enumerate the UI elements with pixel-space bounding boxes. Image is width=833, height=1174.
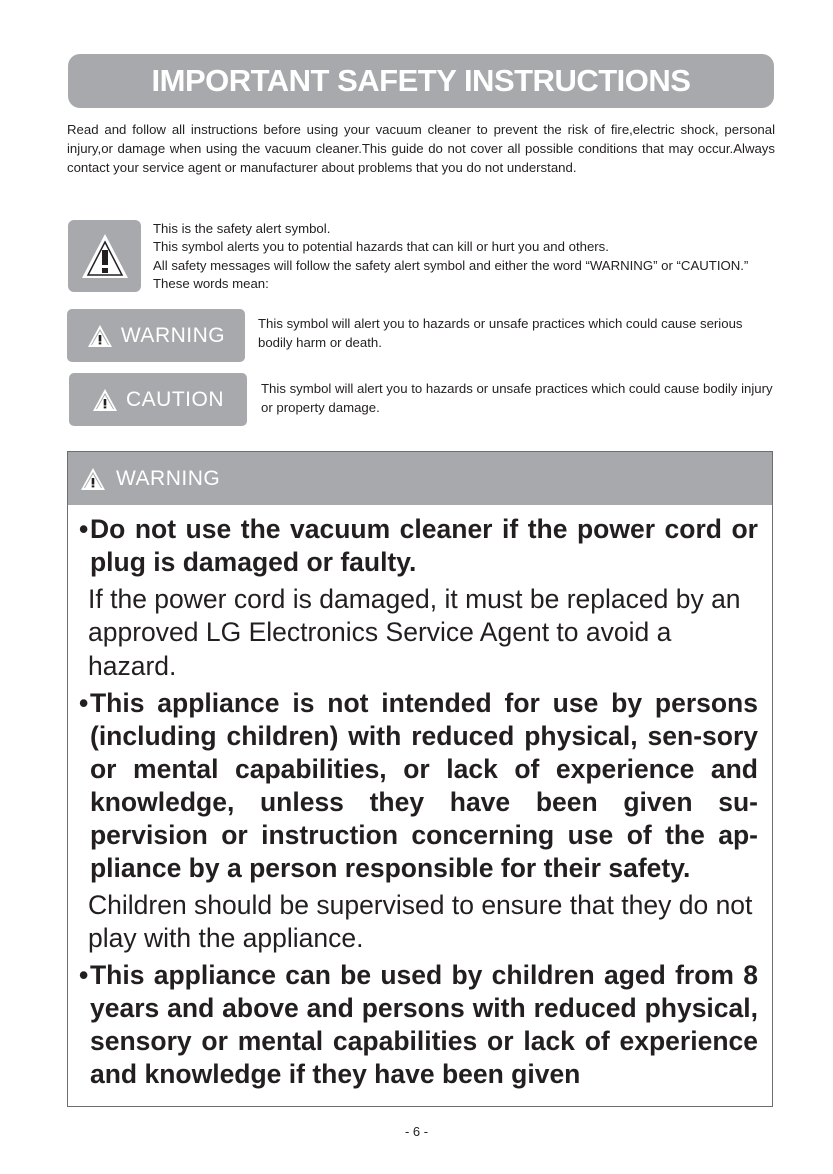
warning-panel-header bbox=[68, 452, 772, 505]
caution-badge bbox=[69, 373, 247, 426]
warning-badge-label: WARNING bbox=[120, 323, 226, 347]
page-title: IMPORTANT SAFETY INSTRUCTIONS bbox=[151, 63, 691, 98]
warning-item-bold: • This appliance is not intended for use by persons (including children) with reduced physical, sen-sory or mental capabilities, or lack of experience and knowledge, unless they have been given su-pervision or instruction concerning use of the ap-pliance by a person responsible for their safety. bbox=[79, 687, 758, 883]
bullet-icon: • bbox=[79, 514, 89, 544]
caution-badge-label: CAUTION bbox=[126, 387, 224, 411]
alert-line: This symbol alerts you to potential hazards that can kill or hurt you and others. bbox=[153, 239, 609, 255]
page-number: - 6 - bbox=[404, 1124, 429, 1139]
safety-alert-symbol bbox=[68, 220, 141, 292]
exclamation-icon bbox=[80, 231, 130, 281]
caution-triangle-icon bbox=[92, 388, 118, 412]
alert-line: All safety messages will follow the safety alert symbol and either the word “WARNING” or “CAUTION.” These words mean: bbox=[153, 257, 749, 292]
alert-line: This is the safety alert symbol. bbox=[153, 221, 331, 236]
warning-panel-title: WARNING bbox=[116, 466, 221, 490]
warning-panel bbox=[67, 451, 773, 1107]
warning-description: This symbol will alert you to hazards or unsafe practices which could cause serious bodily harm or death. bbox=[258, 316, 743, 350]
title-banner bbox=[68, 54, 774, 108]
alert-symbol-description bbox=[153, 220, 778, 294]
bullet-icon: • bbox=[79, 960, 89, 991]
bullet-icon: • bbox=[79, 687, 89, 718]
warning-item-detail: Children should be supervised to ensure that they do not play with the appliance. bbox=[88, 889, 753, 954]
intro-paragraph: Read and follow all instructions before using your vacuum cleaner to prevent the risk of fire,electric shock, personal injury,or damage when using the vacuum cleaner.This guide do not cover all possible conditions that may occur.Always contact your service agent or manufacturer about problems that you do not understand. bbox=[67, 122, 775, 176]
warning-triangle-icon bbox=[80, 467, 106, 491]
warning-item-bold: • This appliance can be used by children aged from 8 years and above and persons with reduced physical, sensory or mental capabilities or lack of experience and knowledge if they have been given bbox=[79, 960, 758, 1090]
warning-triangle-icon bbox=[87, 324, 113, 348]
warning-list bbox=[68, 505, 772, 1091]
warning-item-bold: • Do not use the vacuum cleaner if the power cord or plug is damaged or faulty. bbox=[79, 514, 758, 577]
warning-item-detail: If the power cord is damaged, it must be replaced by an approved LG Electronics Service Agent to avoid a hazard. bbox=[88, 584, 741, 681]
caution-description: This symbol will alert you to hazards or unsafe practices which could cause bodily injury or property damage. bbox=[261, 381, 773, 415]
warning-badge bbox=[67, 309, 245, 362]
